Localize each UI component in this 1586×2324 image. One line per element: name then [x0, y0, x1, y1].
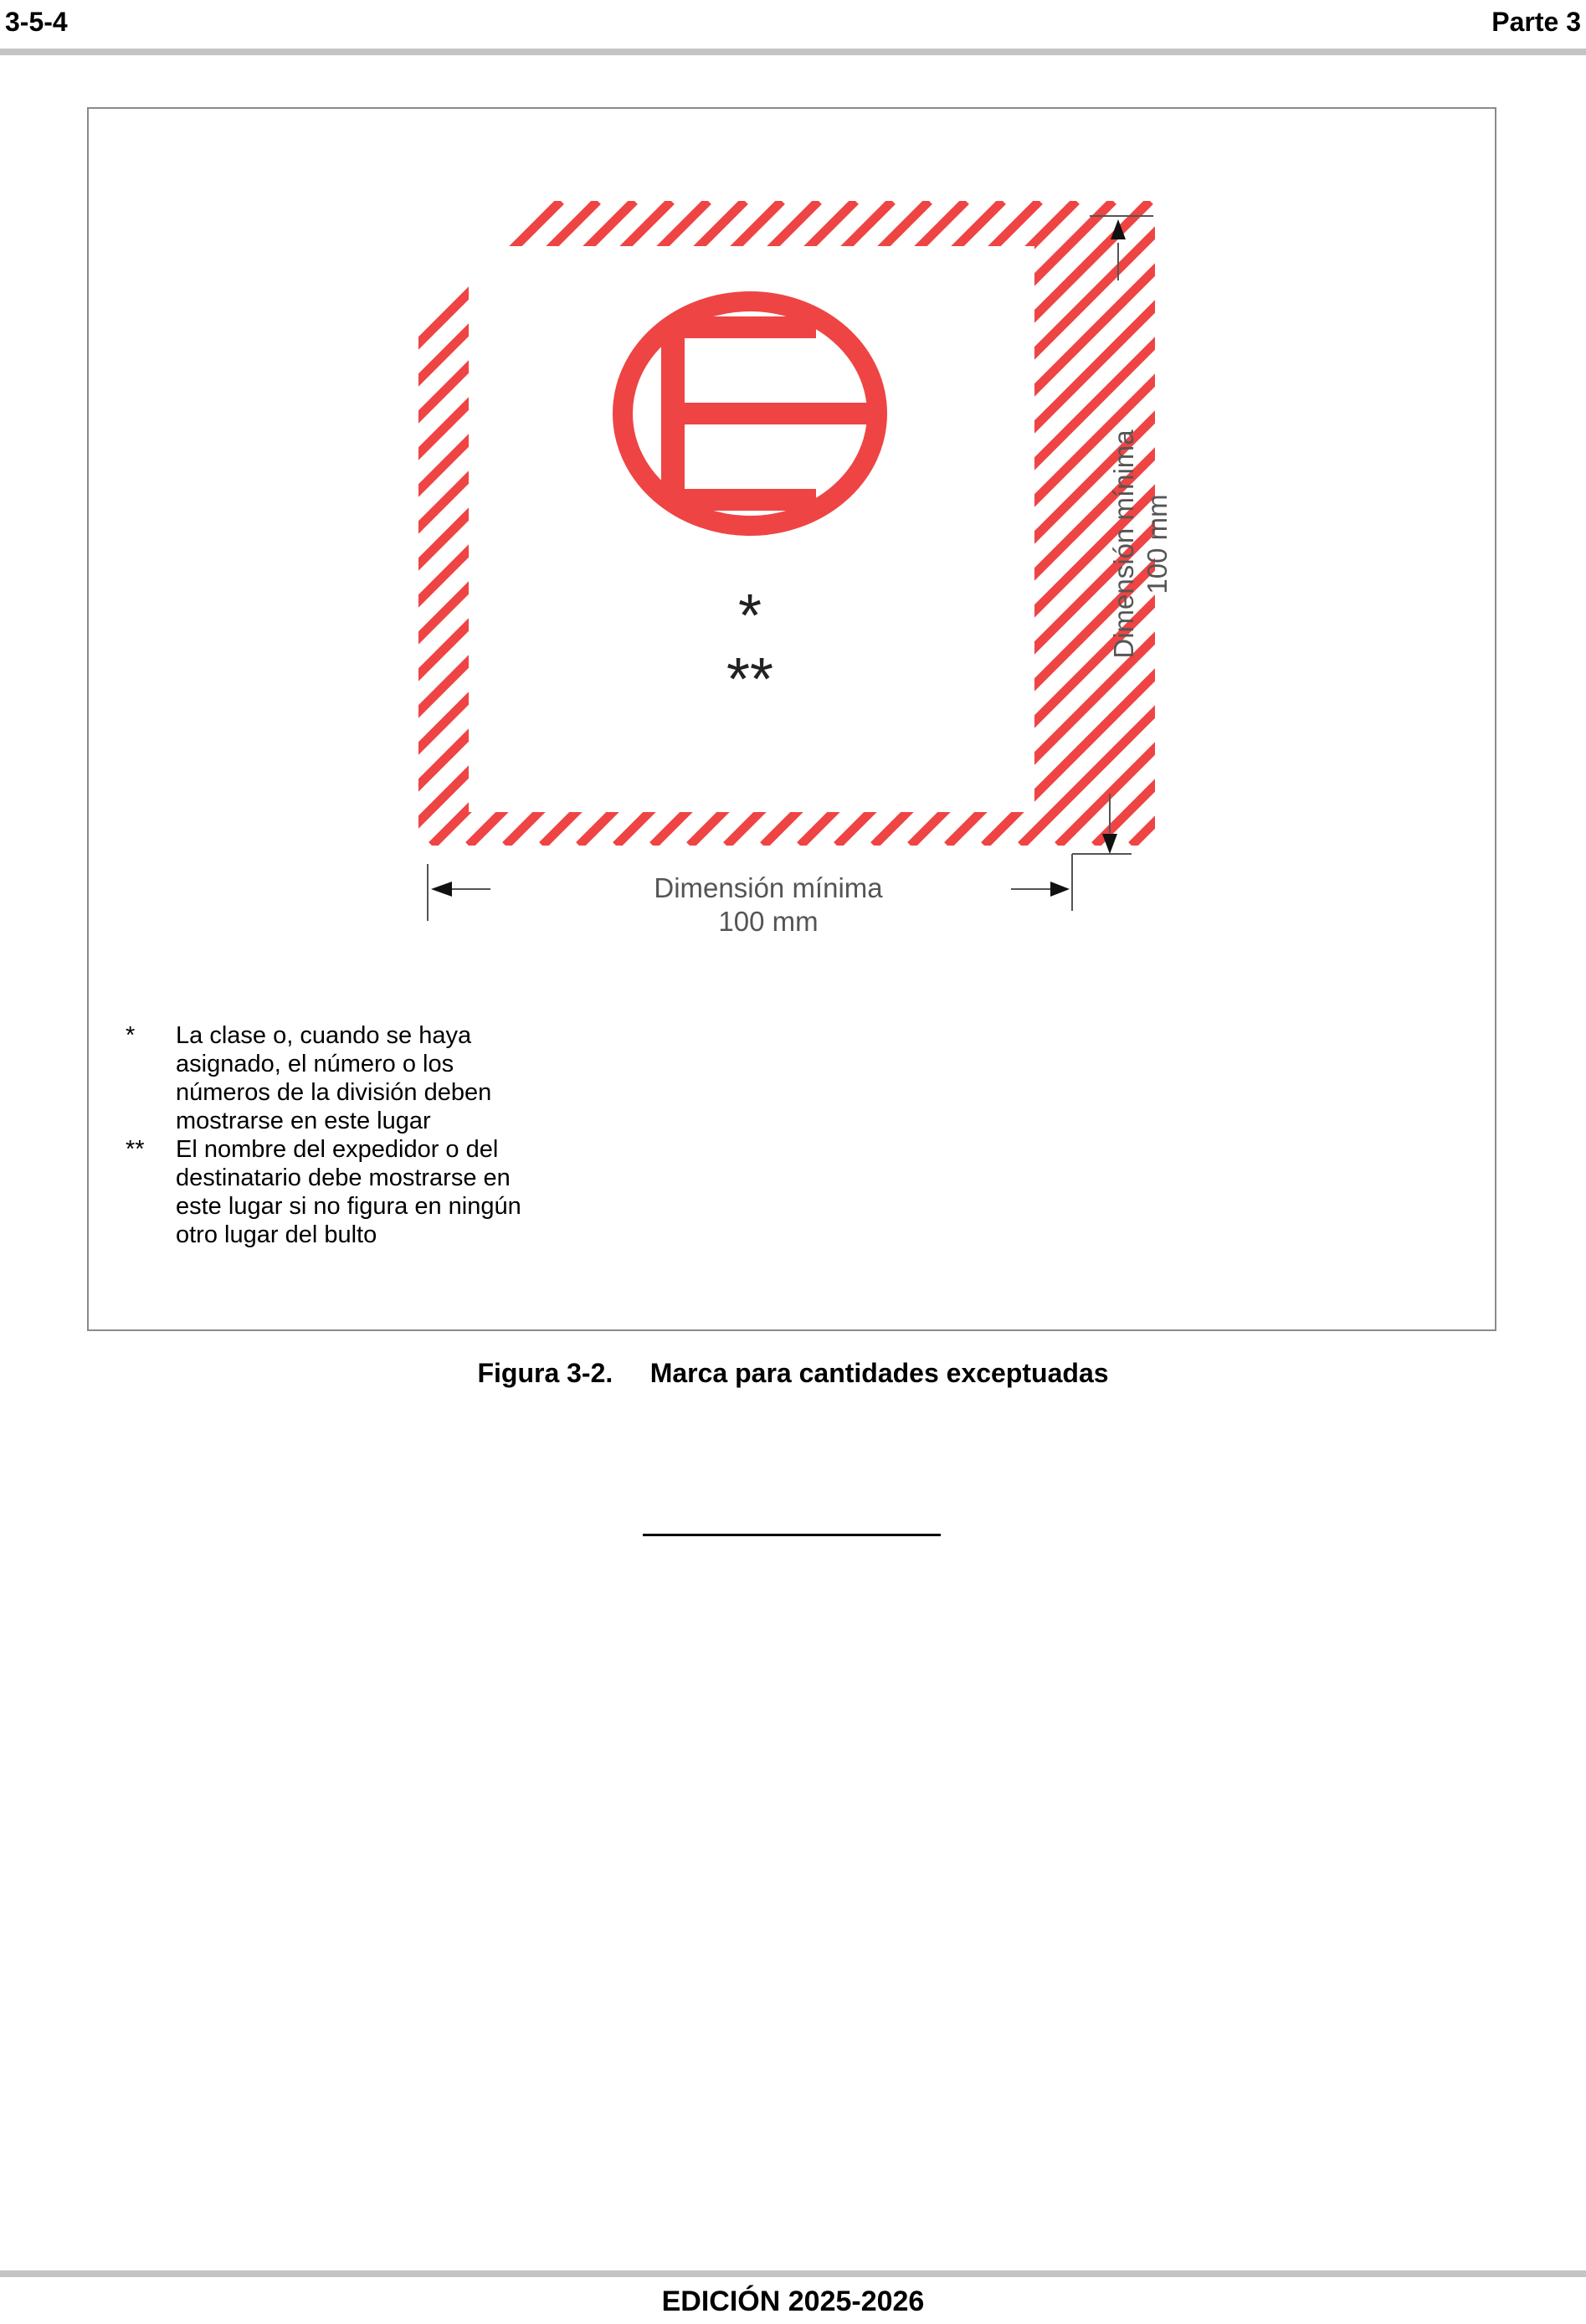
- arrow-left-icon: [431, 882, 452, 897]
- note-symbol: *: [126, 1022, 136, 1049]
- end-of-section-line: [643, 1534, 941, 1536]
- figure-notes: [126, 1021, 561, 1249]
- figure-caption: [0, 1356, 1586, 1390]
- hatch-stripe: [1168, 201, 1586, 846]
- hatch-stripe: [1205, 201, 1586, 846]
- hatch-stripe: [1021, 201, 1586, 846]
- circle-e-icon: [623, 301, 896, 526]
- horizontal-dimension-label: Dimensión mínima: [654, 872, 883, 903]
- footer-rule: [0, 2270, 1586, 2277]
- excepted-quantities-mark: [0, 0, 1586, 1005]
- edition-label: EDICIÓN 2025-2026: [661, 2285, 925, 2317]
- note-item: [126, 1021, 561, 1135]
- note-text: El nombre del expedidor o del destinatario debe mostrarse en este lugar si no figura en ningún otro lugar del bulto: [176, 1136, 521, 1248]
- hatch-stripe: [1316, 201, 1586, 846]
- note-text: La clase o, cuando se haya asignado, el número o los números de la división deben mostrarse en este lugar: [176, 1022, 492, 1134]
- hatch-stripe: [1279, 201, 1586, 846]
- arrow-down-icon: [1102, 834, 1117, 854]
- arrow-right-icon: [1050, 882, 1070, 897]
- vertical-dimension-label: Dimensión mínima: [1108, 429, 1139, 659]
- vertical-dimension-value: 100 mm: [1142, 494, 1173, 594]
- class-symbol-placeholder: *: [737, 583, 762, 650]
- sender-symbol-placeholder: **: [726, 646, 774, 713]
- horizontal-dimension-value: 100 mm: [718, 906, 819, 937]
- page-number: 3-5-4: [5, 7, 68, 37]
- hatch-stripe: [1132, 201, 1586, 846]
- hatch-stripe: [984, 201, 1586, 846]
- figure-title: Marca para cantidades exceptuadas: [649, 1358, 1109, 1388]
- part-label: Parte 3: [1491, 7, 1581, 37]
- note-item: [126, 1135, 561, 1249]
- hatch-stripe: [1242, 201, 1586, 846]
- figure-number: Figura 3-2.: [477, 1358, 613, 1388]
- note-symbol: **: [126, 1136, 145, 1163]
